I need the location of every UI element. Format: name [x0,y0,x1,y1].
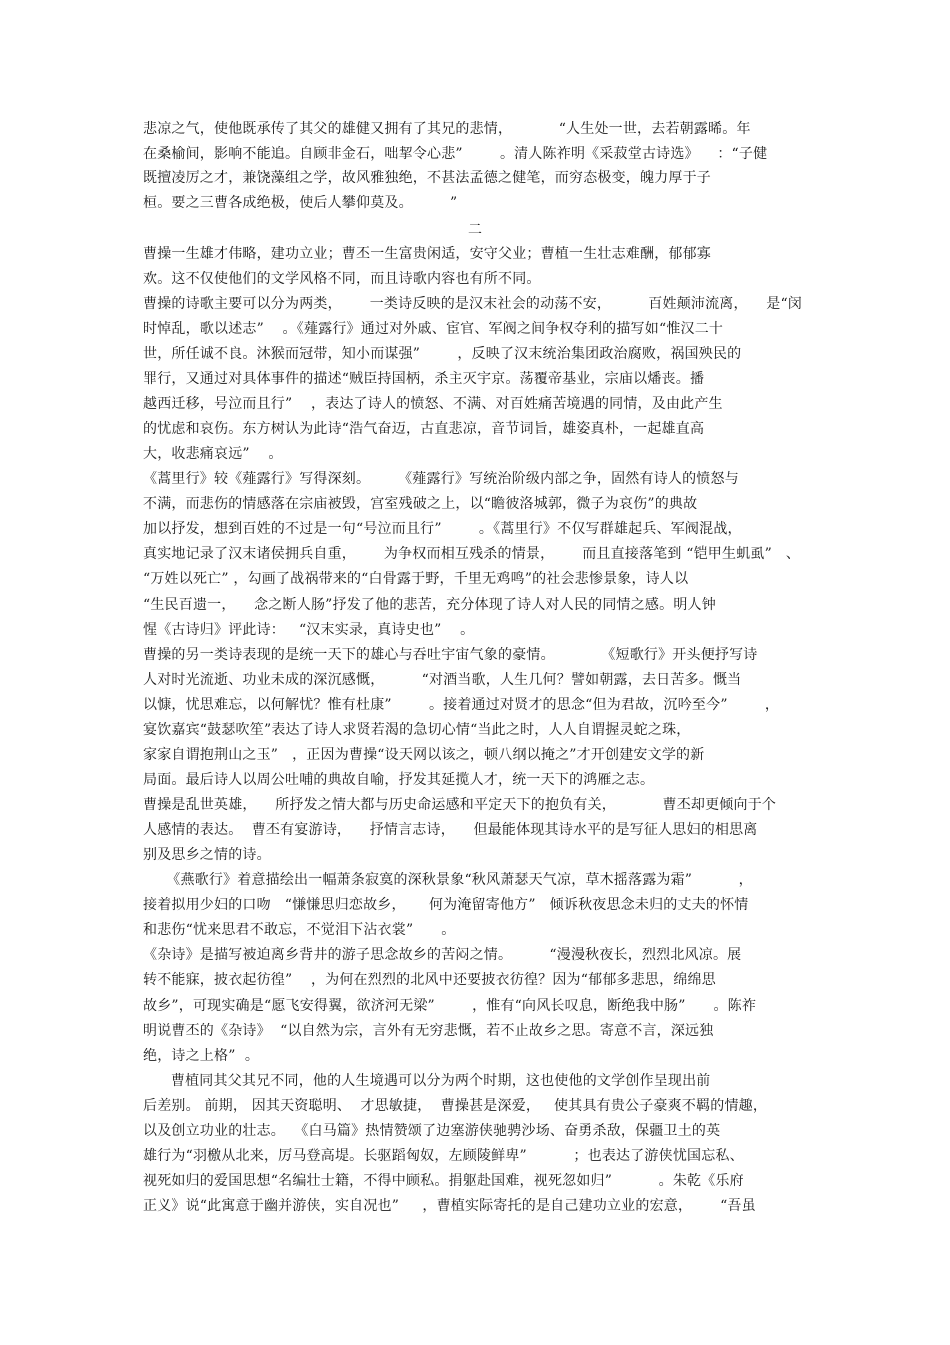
text-line: 曹操是乱世英雄， 所抒发之情大都与历史命运感和平定天下的抱负有关， 曹丕却更倾向于个 [143,797,777,813]
text-line: 《燕歌行》着意描绘出一幅萧条寂寞的深秋景象“秋风萧瑟天气凉，草木摇落露为霜” ， [143,872,753,888]
text-line: “万姓以死亡” ，勾画了战祸带来的“白骨露于野，千里无鸡鸣”的社会悲惨景象，诗人以 [143,571,689,587]
text-line: 家家自谓抱荆山之玉” ，正因为曹操“设天网以该之，顿八纲以掩之”才开创建安文学的新 [143,747,705,763]
text-line: 既擅凌厉之才，兼饶藻组之学，故风雅独绝，不甚法孟德之健笔，而穷态极变，魄力厚于子 [143,170,711,186]
text-line: 大，收悲痛哀远” 。 [143,446,283,462]
text-line: 明说曹丕的《杂诗》 “以自然为宗，言外有无穷悲慨，若不止故乡之思。寄意不言，深远独 [143,1023,714,1039]
text-line: 后差别。 前期， 因其天资聪明、 才思敏捷， 曹操甚是深爱， 使其具有贵公子豪爽不羁的情趣， [143,1098,768,1114]
text-line: 人感情的表达。 曹丕有宴游诗， 抒情言志诗， 但最能体现其诗水平的是写征人思妇的相思离 [143,822,758,838]
text-line: 曹操的另一类诗表现的是统一天下的雄心与吞吐宇宙气象的豪情。 《短歌行》开头便抒写诗 [143,647,758,663]
text-line: 人对时光流逝、功业未成的深沉感慨， “对酒当歌，人生几何？譬如朝露，去日苦多。慨当 [143,672,742,688]
text-line: 曹植同其父其兄不同，他的人生境遇可以分为两个时期，这也使他的文学创作呈现出前 [143,1073,711,1089]
text-line: 桓。要之三曹各成绝极，使后人攀仰莫及。 ” [143,195,458,211]
text-line: 的忧虑和哀伤。东方树认为此诗“浩气奋迈，古直悲凉，音节词旨，雄姿真朴，一起雄直高 [143,421,705,437]
text-line: 世，所任诚不良。沐猴而冠带，知小而谋强” ，反映了汉末统治集团政治腐败，祸国殃民的 [143,346,742,362]
text-line: 加以抒发，想到百姓的不过是一句“号泣而且行” 。《蒿里行》不仅写群雄起兵、军阀混战， [143,521,742,537]
text-line: 在桑榆间，影响不能追。自顾非金石，咄挈令心悲” 。清人陈祚明《采菽堂古诗选》 ：“子健 [143,146,768,162]
text-line: 转不能寐，披衣起彷徨” ，为何在烈烈的北风中还要披衣彷徨？因为“郁郁多悲思，绵绵思 [143,972,716,988]
text-line: “生民百遗一， 念之断人肠”抒发了他的悲苦，充分体现了诗人对人民的同情之感。明人钟 [143,597,716,613]
text-line: 局面。最后诗人以周公吐哺的典故自喻，抒发其延揽人才，统一天下的鸿雁之志。 [143,772,655,788]
text-line: 惺《古诗归》评此诗： “汉末实录，真诗史也” 。 [143,622,475,638]
text-line: 故乡”，可现实确是“愿飞安得翼，欲济河无梁” ，惟有“向风长叹息，断绝我中肠” 。陈祚 [143,998,757,1014]
text-line: 雄行为“羽檄从北来，厉马登高堤。长驱蹈匈奴，左顾陵鲜卑” ；也表达了游侠忧国忘私、 [143,1148,744,1164]
text-line: 绝，诗之上格” 。 [143,1048,260,1064]
text-line: 罪行，又通过对具体事件的描述“贼臣持国柄，杀主灭宇京。荡覆帝基业，宗庙以燔丧。播 [143,371,705,387]
text-line: 真实地记录了汉末诸侯拥兵自重， 为争权而相互残杀的情景， 而且直接落笔到 “铠甲生虮虱” 、 [143,546,801,562]
text-line: 视死如归的爱国思想“名编壮士籍，不得中顾私。捐躯赴国难，视死忽如归” 。朱乾《乐府 [143,1173,744,1189]
text-line: 时悼乱，歌以述志” 。《薤露行》通过对外戚、宦官、军阀之间争权夺利的描写如“惟汉二十 [143,321,724,337]
text-line: 和悲伤“忧来思君不敢忘，不觉泪下沾衣裳” 。 [143,922,456,938]
text-line: 《蒿里行》较《薤露行》写得深刻。 《薤露行》写统治阶级内部之争，固然有诗人的愤怒与 [143,471,739,487]
text-line: 以慷，忧思难忘，以何解忧？惟有杜康” 。接着通过对贤才的思念“但为君故，沉吟至今” ， [143,697,780,713]
text-line: 欢。这不仅使他们的文学风格不同，而且诗歌内容也有所不同。 [143,271,541,287]
text-line: 正义》说“此寓意于幽并游侠，实自况也” ，曹植实际寄托的是自己建功立业的宏意， “吾虽 [143,1198,756,1214]
section-number: 二 [468,222,482,238]
text-line: 越西迁移，号泣而且行” ，表达了诗人的愤怒、不满、对百姓痛苦境遇的同情，及由此产生 [143,396,723,412]
text-line: 别及思乡之情的诗。 [143,847,271,863]
text-line: 以及创立功业的壮志。 《白马篇》热情赞颂了边塞游侠驰骋沙场、奋勇杀敌，保疆卫土的英 [143,1123,721,1139]
text-line: 悲凉之气，使他既承传了其父的雄健又拥有了其兄的悲情， “人生处一世，去若朝露晞。年 [143,121,751,137]
text-line: 《杂诗》是描写被迫离乡背井的游子思念故乡的苦闷之情。 “漫漫秋夜长，烈烈北风凉。展 [143,947,742,963]
text-line: 曹操一生雄才伟略，建功立业；曹丕一生富贵闲适，安守父业；曹植一生壮志难酬，郁郁寡 [143,246,711,262]
text-line: 宴饮嘉宾“鼓瑟吹笙”表达了诗人求贤若渴的急切心情“当此之时，人人自谓握灵蛇之珠， [143,722,691,738]
text-line: 接着拟用少妇的口吻 “慊慊思归恋故乡， 何为淹留寄他方” 倾诉秋夜思念未归的丈夫的怀情 [143,897,749,913]
text-line: 曹操的诗歌主要可以分为两类， 一类诗反映的是汉末社会的动荡不安， 百姓颠沛流离， 是“闵 [143,296,803,312]
text-line: 不满，而悲伤的情感落在宗庙被毁，宫室残破之上，以“瞻彼洛城郭，微子为哀伤”的典故 [143,496,698,512]
